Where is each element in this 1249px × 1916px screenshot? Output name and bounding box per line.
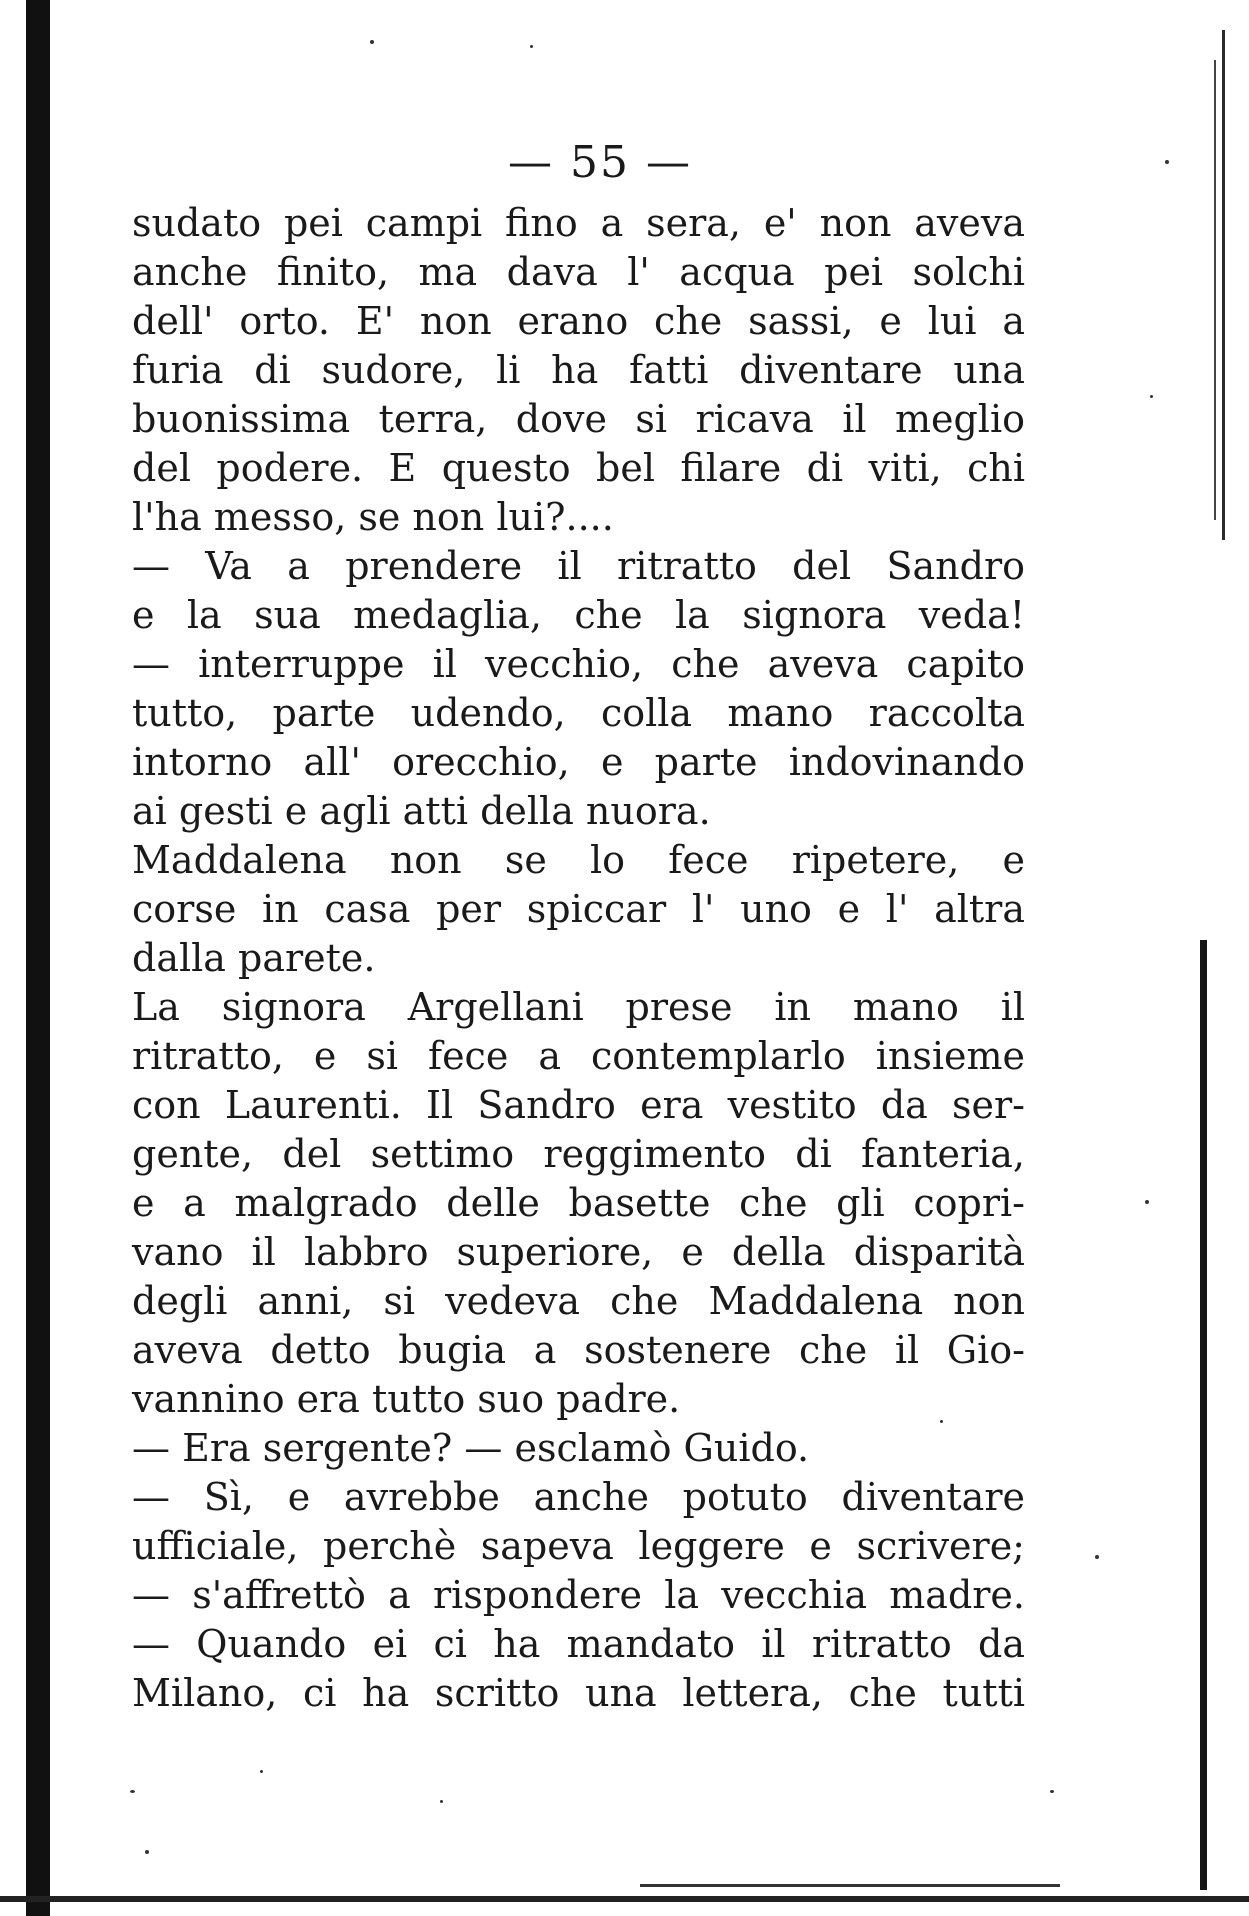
- scan-speck: [260, 1770, 263, 1773]
- text-line: anche finito, ma dava l' acqua pei solchi: [132, 250, 1025, 294]
- left-binding-edge: [26, 0, 50, 1916]
- text-line: intorno all' orecchio, e parte indovinando: [132, 740, 1025, 784]
- text-line: Maddalena non se lo fece ripetere, e: [132, 838, 1025, 882]
- scan-speck: [440, 1800, 443, 1803]
- text-line: buonissima terra, dove si ricava il meglio: [132, 397, 1025, 441]
- scan-speck: [1050, 1790, 1054, 1793]
- body-text: [132, 199, 1025, 1718]
- text-line: — Quando ei ci ha mandato il ritratto da: [132, 1622, 1025, 1666]
- text-line: — s'affrettò a rispondere la vecchia madre.: [132, 1573, 1025, 1617]
- text-line: ai gesti e agli atti della nuora.: [132, 789, 711, 833]
- text-line: e a malgrado delle basette che gli copri-: [132, 1181, 1025, 1225]
- text-line: vano il labbro superiore, e della disparità: [132, 1230, 1025, 1274]
- text-line: — Era sergente? — esclamò Guido.: [132, 1426, 810, 1470]
- text-line: e la sua medaglia, che la signora veda!: [132, 593, 1025, 637]
- scan-speck: [1095, 1555, 1099, 1559]
- text-line: aveva detto bugia a sostenere che il Gio-: [132, 1328, 1025, 1372]
- text-line: del podere. E questo bel filare di viti, chi: [132, 446, 1025, 490]
- text-line: — Sì, e avrebbe anche potuto diventare: [132, 1475, 1025, 1519]
- scan-speck: [1145, 1200, 1149, 1204]
- text-line: La signora Argellani prese in mano il: [132, 985, 1025, 1029]
- text-line: ritratto, e si fece a contemplarlo insieme: [132, 1034, 1025, 1078]
- right-page-edge: [1222, 30, 1225, 540]
- right-page-edge-inner: [1214, 60, 1216, 520]
- bottom-page-edge-fragment: [640, 1884, 1060, 1887]
- text-line: dell' orto. E' non erano che sassi, e lui a: [132, 299, 1025, 343]
- text-line: vannino era tutto suo padre.: [132, 1377, 681, 1421]
- text-line: — interruppe il vecchio, che aveva capito: [132, 642, 1025, 686]
- text-line: Milano, ci ha scritto una lettera, che tutti: [132, 1671, 1025, 1715]
- text-line: degli anni, si vedeva che Maddalena non: [132, 1279, 1025, 1323]
- text-line: corse in casa per spiccar l' uno e l' altra: [132, 887, 1025, 931]
- scan-speck: [1150, 395, 1153, 398]
- text-line: furia di sudore, li ha fatti diventare una: [132, 348, 1025, 392]
- text-line: ufficiale, perchè sapeva leggere e scrivere;: [132, 1524, 1025, 1568]
- scan-speck: [130, 1790, 135, 1793]
- text-line: tutto, parte udendo, colla mano raccolta: [132, 691, 1025, 735]
- scan-speck: [370, 40, 374, 44]
- bottom-page-edge: [0, 1896, 1249, 1902]
- text-line: sudato pei campi fino a sera, e' non aveva: [132, 201, 1025, 245]
- scan-speck: [530, 45, 533, 48]
- text-line: con Laurenti. Il Sandro era vestito da ser-: [132, 1083, 1025, 1127]
- scan-speck: [145, 1850, 149, 1854]
- text-line: — Va a prendere il ritratto del Sandro: [132, 544, 1025, 588]
- right-page-edge-lower: [1200, 940, 1207, 1890]
- text-line: dalla parete.: [132, 936, 376, 980]
- scan-speck: [1165, 160, 1169, 164]
- text-line: gente, del settimo reggimento di fanteria,: [132, 1132, 1025, 1176]
- page-number: — 55 —: [508, 137, 692, 188]
- text-line: l'ha messo, se non lui?....: [132, 495, 614, 539]
